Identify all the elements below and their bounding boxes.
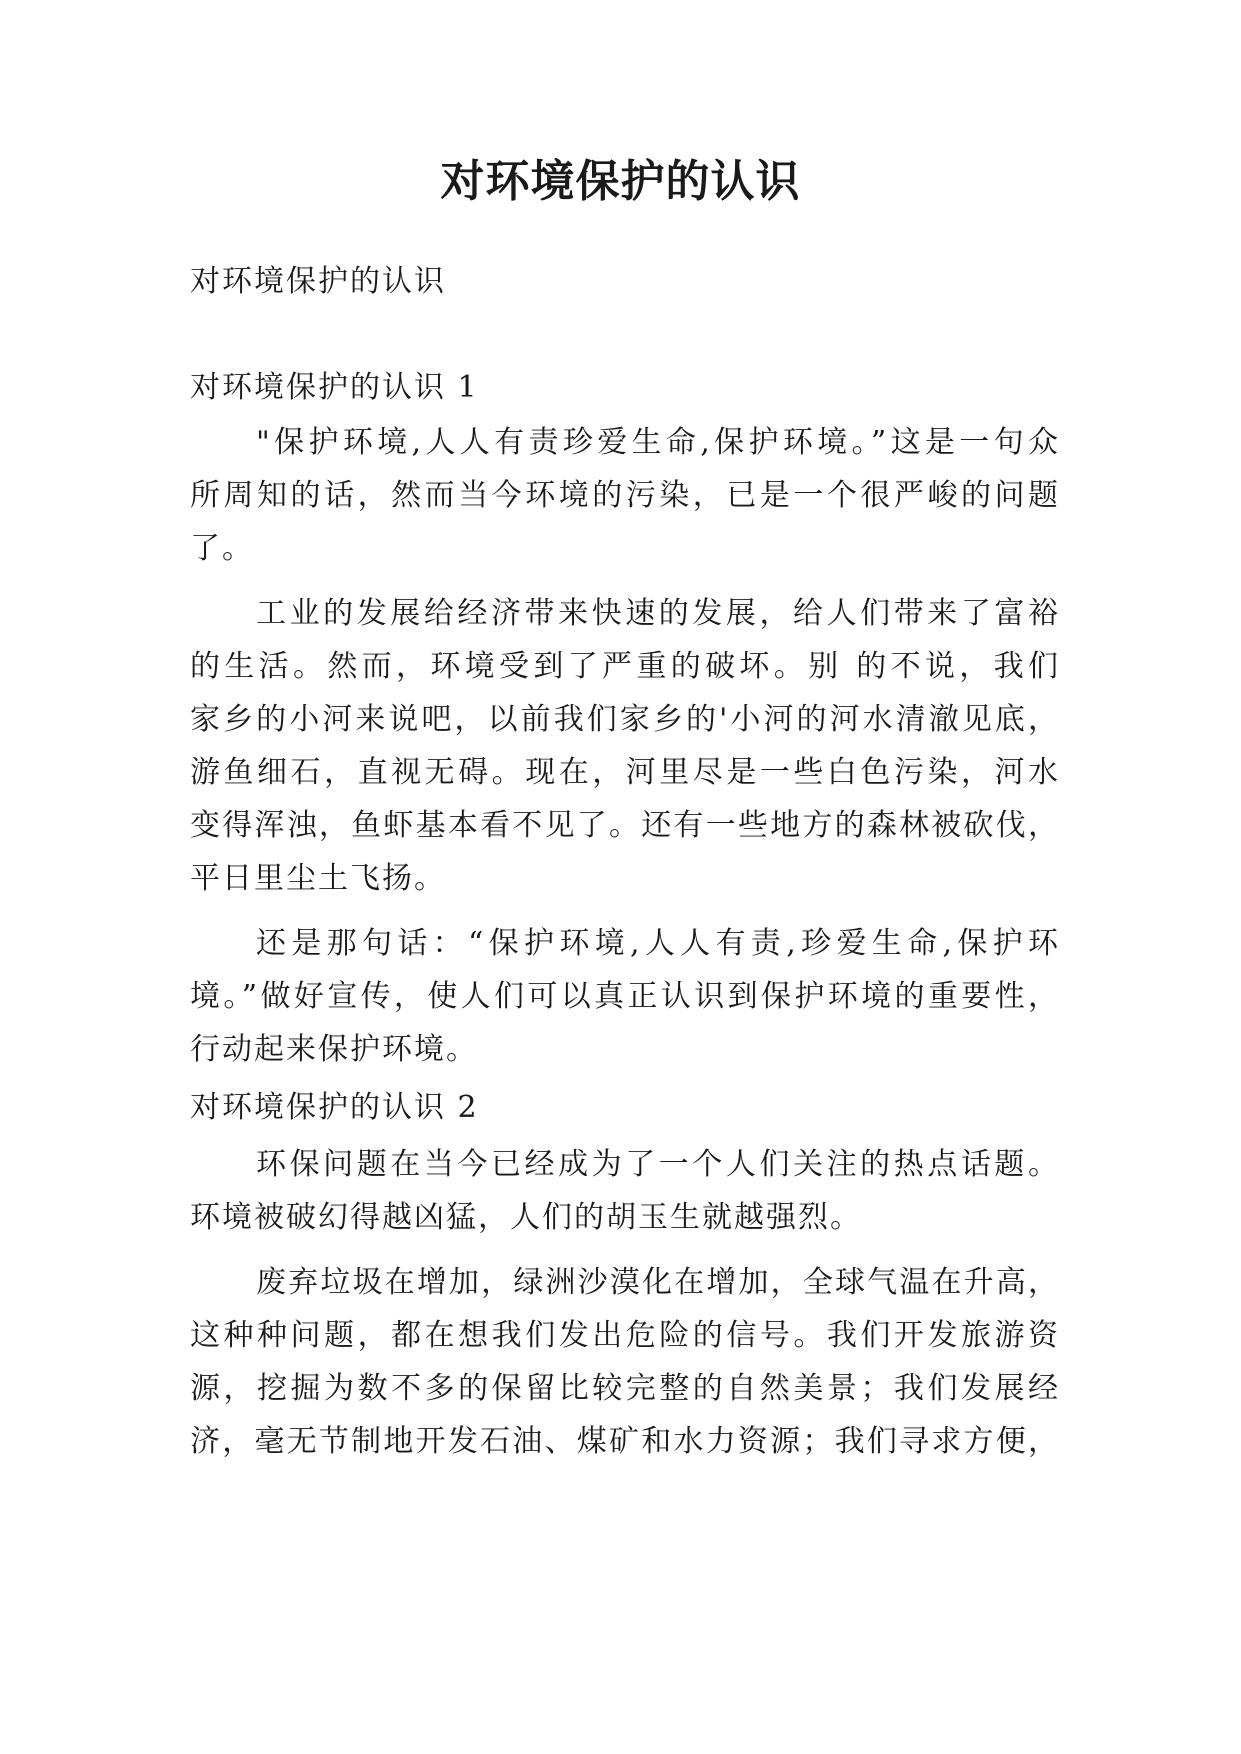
paragraph-line: 了。 [190,531,254,566]
document-title: 对环境保护的认识 [440,156,801,207]
paragraph-line: 所周知的话，然而当今环境的污染，已是一个很严峻的问题 [190,478,1060,513]
paragraph-line: 环境被破幻得越凶猛，人们的胡玉生就越强烈。 [190,1200,862,1235]
section-heading-2: 对环境保护的认识 2 [190,1090,479,1125]
section-heading-1: 对环境保护的认识 1 [190,370,479,405]
paragraph-line: 环保问题在当今已经成为了一个人们关注的热点话题。 [256,1147,1060,1182]
document-subtitle: 对环境保护的认识 [190,264,446,299]
paragraph-line: 境。”做好宣传，使人们可以真正认识到保护环境的重要性， [190,979,1060,1014]
paragraph-line: 废弃垃圾在增加，绿洲沙漠化在增加，全球气温在升高， [256,1265,1060,1300]
paragraph-line: 这种种问题，都在想我们发出危险的信号。我们开发旅游资 [190,1318,1060,1353]
paragraph-line: 源，挖掘为数不多的保留比较完整的自然美景；我们发展经 [190,1371,1060,1406]
paragraph-line: "保护环境,人人有责珍爱生命,保护环境。”这是一句众 [256,425,1060,460]
paragraph-line: 家乡的小河来说吧，以前我们家乡的'小河的河水清澈见底， [190,702,1060,737]
paragraph-line: 还是那句话：“保护环境,人人有责,珍爱生命,保护环 [256,926,1060,961]
paragraph-line: 变得浑浊，鱼虾基本看不见了。还有一些地方的森林被砍伐， [190,808,1060,843]
paragraph-line: 的生活。然而，环境受到了严重的破坏。别 的不说，我们 [190,649,1060,684]
paragraph-line: 游鱼细石，直视无碍。现在，河里尽是一些白色污染，河水 [190,755,1060,790]
paragraph-line: 平日里尘土飞扬。 [190,861,446,896]
paragraph-line: 工业的发展给经济带来快速的发展，给人们带来了富裕 [256,596,1060,631]
paragraph-line: 济，毫无节制地开发石油、煤矿和水力资源；我们寻求方便， [190,1424,1060,1459]
paragraph-line: 行动起来保护环境。 [190,1032,478,1067]
